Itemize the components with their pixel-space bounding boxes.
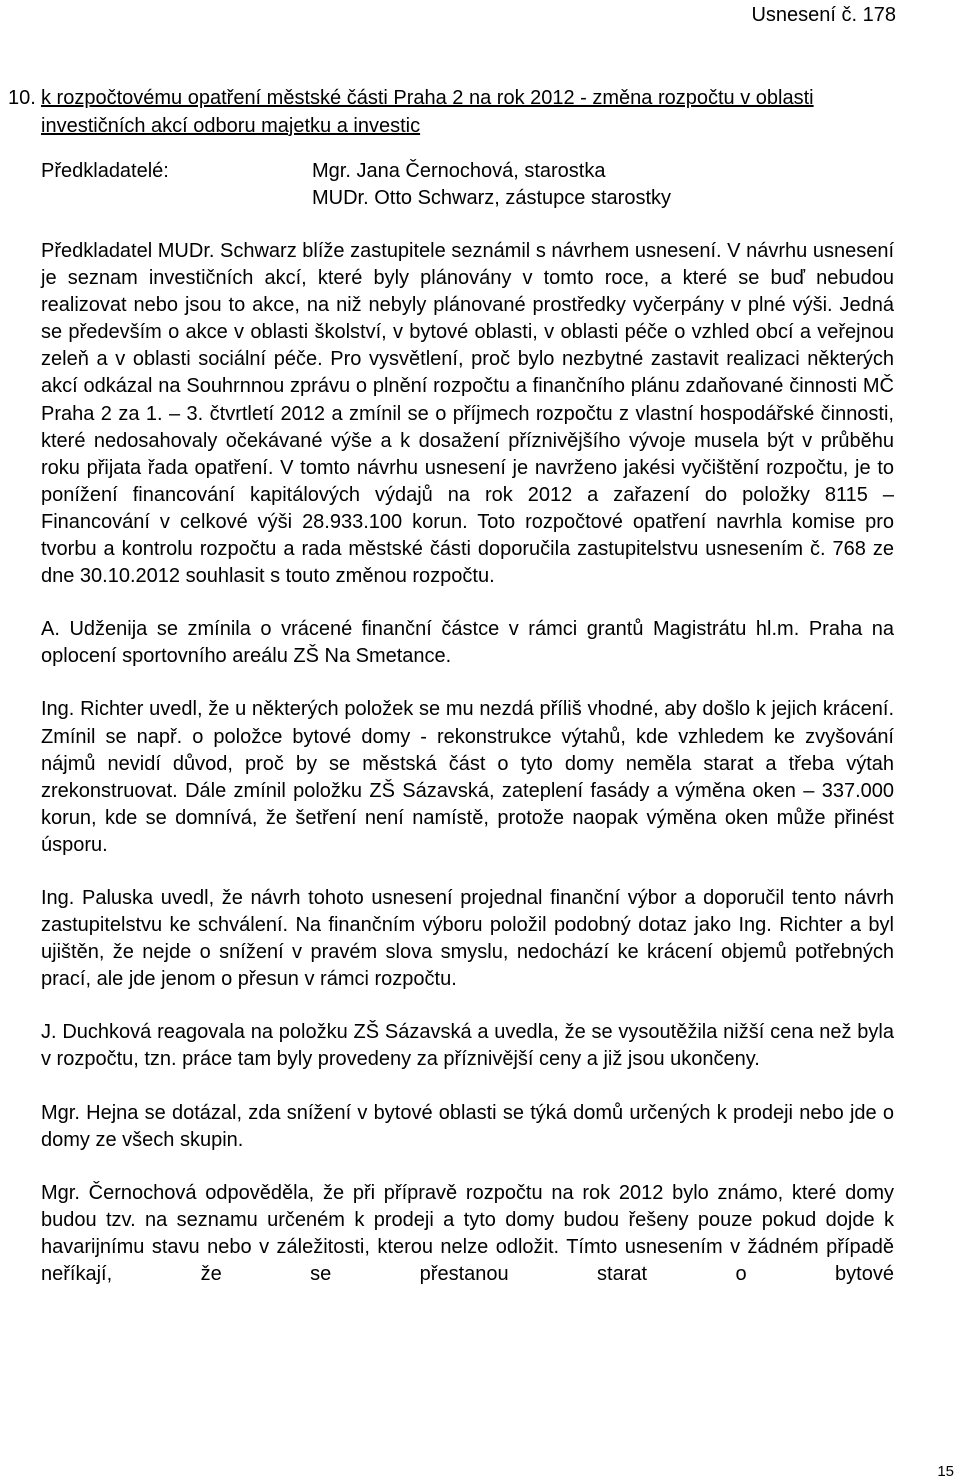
agenda-item bbox=[8, 84, 888, 140]
resolution-number: Usnesení č. 178 bbox=[751, 4, 896, 26]
submitters-names bbox=[312, 158, 901, 212]
paragraph: A. Udženija se zmínila o vrácené finanční částce v rámci grantů Magistrátu hl.m. Praha na oplocení sportovního areálu ZŠ Na Smetance. bbox=[41, 618, 894, 668]
paragraph: Mgr. Černochová odpověděla, že při přípravě rozpočtu na rok 2012 bylo známo, které domy budou tzv. na seznamu určeném k prodeji a tyto domy budou řešeny pouze pokud dojde k havarijnímu stavu nebo v záležitosti, kterou nelze odložit. Tímto usnesením v žádném případě neříkají, že se přestanou starat o bytové bbox=[41, 1181, 894, 1285]
paragraph: Předkladatel MUDr. Schwarz blíže zastupitele seznámil s návrhem usnesení. V návrhu usnesení je seznam investičních akcí, které byly plánovány v tomto roce, a které se buď nebudou realizovat nebo jsou to akce, na niž nebyly plánované prostředky vyčerpány v plné výši. Jedná se především o akce v oblasti školství, v bytové oblasti, v oblasti péče o vzhled obcí a veřejnou zeleň a v oblasti sociální péče. Pro vysvětlení, proč bylo nezbytné zastavit realizaci některých akcí odkázal na Souhrnnou zprávu o plnění rozpočtu a finančního plánu zdaňované činnosti MČ Praha 2 za 1. – 3. čtvrtletí 2012 a zmínil se o příjmech rozpočtu z vlastní hospodářské činnosti, které nedosahovaly očekávané výše a k dosažení příznivějšího vývoje musela být v průběhu roku přijata řada opatření. V tomto návrhu usnesení je navrženo jakési vyčištění rozpočtu, je to ponížení financování kapitálových výdajů na rok 2012 a zařazení do položky 8115 – Financování v celkové výši 28.933.100 korun. Toto rozpočtové opatření navrhla komise pro tvorbu a kontrolu rozpočtu a rada městské části doporučila zastupitelstvu usnesením č. 768 ze dne 30.10.2012 souhlasit s touto změnou rozpočtu. bbox=[41, 240, 894, 588]
agenda-item-number: 10. bbox=[8, 87, 36, 109]
paragraph: Ing. Richter uvedl, že u některých položek se mu nezdá příliš vhodné, aby došlo k jejich krácení. Zmínil se např. o položce bytové domy - rekonstrukce výtahů, kde vzhledem ke zvyšování nájmů nevidí důvod, proč by se městská část o tyto domy neměla starat a třeba výtah zrekonstruovat. Dále zmínil položku ZŠ Sázavská, zateplení fasády a výměna oken – 337.000 korun, kde se domnívá, že šetření není namístě, protože naopak výměna oken může přinést úsporu. bbox=[41, 698, 894, 856]
submitters-label: Předkladatelé: bbox=[41, 160, 169, 182]
page-number: 15 bbox=[937, 1463, 954, 1480]
submitter-name: MUDr. Otto Schwarz, zástupce starostky bbox=[312, 187, 671, 209]
paragraph: Ing. Paluska uvedl, že návrh tohoto usnesení projednal finanční výbor a doporučil tento návrh zastupitelstvu ke schválení. Na finančním výboru položil podobný dotaz jako Ing. Richter a byl ujištěn, že nejde o snížení v pravém slova smyslu, nedochází ke krácení objemů potřebných prací, ale jde jenom o přesun v rámci rozpočtu. bbox=[41, 886, 894, 991]
agenda-item-title: k rozpočtovému opatření městské části Praha 2 na rok 2012 - změna rozpočtu v oblasti investičních akcí odboru majetku a investic bbox=[41, 87, 814, 137]
submitter-name: Mgr. Jana Černochová, starostka bbox=[312, 160, 606, 182]
paragraph: J. Duchková reagovala na položku ZŠ Sázavská a uvedla, že se vysoutěžila nižší cena než byla v rozpočtu, tzn. práce tam byly provedeny za příznivější ceny a již jsou ukončeny. bbox=[41, 1021, 894, 1071]
paragraph: Mgr. Hejna se dotázal, zda snížení v bytové oblasti se týká domů určených k prodeji nebo jde o domy ze všech skupin. bbox=[41, 1101, 894, 1151]
minutes-body bbox=[41, 238, 894, 1314]
submitters-block bbox=[41, 158, 901, 212]
